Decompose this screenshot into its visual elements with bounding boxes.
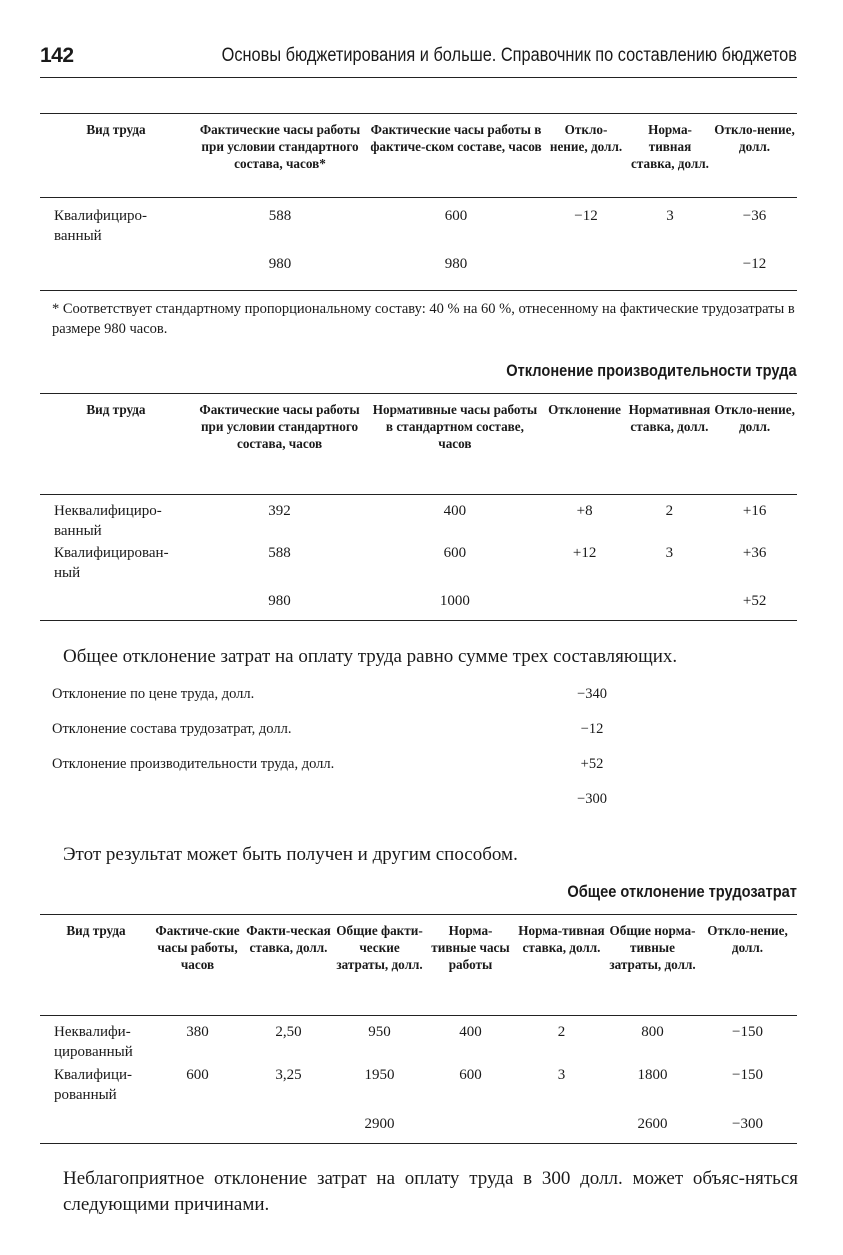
cell: 2900 — [364, 1115, 395, 1132]
col-header: Вид труда — [86, 122, 146, 137]
cell: Неквалифи-цированный — [54, 1024, 133, 1060]
cell: 980 — [268, 592, 291, 609]
cell — [243, 1114, 334, 1144]
col-header: Откло-нение, долл. — [714, 402, 795, 434]
col-header: Общие норма-тивные затраты, долл. — [609, 923, 696, 972]
summary-label: Отклонение по цене труда, долл. — [52, 686, 255, 702]
col-header: Норма-тивная ставка, долл. — [631, 122, 709, 171]
cell: 2,50 — [275, 1024, 302, 1040]
header-rule — [40, 77, 797, 78]
cell: +8 — [576, 503, 593, 519]
cell: Квалифицирован-ный — [54, 544, 169, 581]
table-row-total — [40, 1114, 797, 1144]
cell — [40, 254, 192, 291]
cell: 2 — [665, 503, 674, 519]
cell: 600 — [186, 1066, 209, 1083]
table-row — [40, 495, 797, 543]
table-header-row — [40, 114, 797, 198]
cell: 2600 — [637, 1115, 668, 1132]
summary-row — [52, 686, 632, 708]
table-row-total — [40, 591, 797, 621]
col-header: Фактиче-ские часы работы, часов — [155, 923, 240, 972]
cell: 588 — [268, 544, 291, 561]
summary-value: +52 — [580, 756, 604, 772]
cell: 1000 — [439, 592, 470, 609]
summary-row — [52, 721, 632, 743]
cell: 1800 — [637, 1066, 668, 1083]
cell: −150 — [732, 1024, 763, 1040]
table-row — [40, 1065, 797, 1114]
section-title: Общее отклонение трудозатрат — [567, 882, 797, 901]
summary-row — [52, 756, 632, 778]
page-number: 142 — [40, 44, 74, 67]
table-row — [40, 198, 797, 254]
cell: +36 — [742, 544, 767, 561]
summary-value: −300 — [577, 791, 607, 807]
footnote: * Соответствует стандартному пропорциональному составу: 40 % на 60 %, отнесенному на фактические трудозатраты в размере 980 часов. — [52, 301, 795, 337]
cell: −150 — [732, 1066, 763, 1083]
cell: 2 — [557, 1024, 566, 1040]
col-header: Норма-тивные часы работы — [431, 923, 510, 972]
col-header: Норма-тивная ставка, долл. — [518, 923, 605, 955]
summary-label: Отклонение состава трудозатрат, долл. — [52, 721, 292, 737]
cell: Квалифициро-ванный — [54, 208, 147, 244]
cell: 980 — [444, 255, 468, 272]
cell — [627, 591, 713, 621]
cell — [544, 254, 628, 291]
table-row — [40, 543, 797, 591]
cell: 3 — [557, 1066, 566, 1083]
summary-value: −12 — [580, 721, 604, 737]
table-header-row — [40, 394, 797, 495]
cell: 600 — [459, 1066, 482, 1083]
cell: 3 — [665, 544, 674, 561]
section-title: Отклонение производительности труда — [506, 361, 797, 380]
cell: 600 — [444, 208, 468, 224]
cell: Неквалифициро-ванный — [54, 503, 162, 539]
cell: −12 — [574, 208, 598, 224]
cell — [40, 591, 192, 621]
cell: 1950 — [364, 1066, 395, 1083]
cell: 950 — [368, 1024, 391, 1040]
col-header: Общие факти-ческие затраты, долл. — [336, 923, 423, 972]
col-header: Факти-ческая ставка, долл. — [246, 923, 331, 955]
cell: −36 — [742, 208, 767, 224]
page-header — [40, 42, 797, 76]
cell — [516, 1114, 607, 1144]
cell: 3 — [666, 208, 674, 224]
col-header: Отклонение — [548, 402, 621, 417]
cell — [40, 1114, 152, 1144]
summary-value: −340 — [577, 686, 607, 702]
col-header: Вид труда — [86, 402, 146, 417]
col-header: Откло-нение, долл. — [707, 923, 788, 955]
col-header: Фактические часы работы в фактиче-ском составе, часов — [370, 122, 542, 154]
productivity-variance-table — [40, 393, 797, 621]
col-header: Фактические часы работы при условии стандартного состава, часов — [199, 402, 360, 451]
table-row — [40, 1016, 797, 1065]
paragraph: Общее отклонение затрат на оплату труда равно сумме трех составляющих. — [63, 646, 678, 667]
table-row-total — [40, 254, 797, 291]
col-header: Откло-нение, долл. — [549, 122, 623, 154]
cell: 400 — [459, 1024, 482, 1040]
cell: +52 — [742, 592, 767, 609]
cell: −300 — [732, 1115, 763, 1132]
cell: 980 — [268, 255, 292, 272]
cell: 392 — [268, 503, 291, 519]
col-header: Откло-нение, долл. — [714, 122, 795, 154]
cell: 380 — [186, 1024, 209, 1040]
cell: +12 — [572, 544, 597, 561]
total-labor-variance-table — [40, 914, 797, 1144]
cell: 800 — [641, 1024, 664, 1040]
cell: +16 — [742, 503, 767, 519]
cell — [543, 591, 627, 621]
table-header-row — [40, 915, 797, 1016]
cell: Квалифици-рованный — [54, 1066, 132, 1103]
cell: 600 — [443, 544, 467, 561]
paragraph: Этот результат может быть получен и другим способом. — [63, 844, 518, 865]
cell: 588 — [268, 208, 292, 224]
summary-label: Отклонение производительности труда, долл. — [52, 756, 335, 772]
cell — [152, 1114, 243, 1144]
col-header: Вид труда — [66, 923, 126, 938]
cell: −12 — [742, 255, 767, 272]
cell: 400 — [443, 503, 467, 519]
mix-variance-table — [40, 113, 797, 291]
cell — [425, 1114, 516, 1144]
cell: 3,25 — [275, 1066, 302, 1083]
summary-total-row — [52, 791, 632, 813]
col-header: Фактические часы работы при условии стандартного состава, часов* — [199, 122, 361, 171]
cell — [628, 254, 712, 291]
col-header: Нормативные часы работы в стандартном составе, часов — [372, 402, 538, 451]
col-header: Нормативная ставка, долл. — [628, 402, 711, 434]
paragraph: Неблагоприятное отклонение затрат на оплату труда в 300 долл. может объяс-няться следующими причинами. — [63, 1168, 798, 1215]
running-title: Основы бюджетирования и больше. Справочник по составлению бюджетов — [221, 45, 797, 66]
